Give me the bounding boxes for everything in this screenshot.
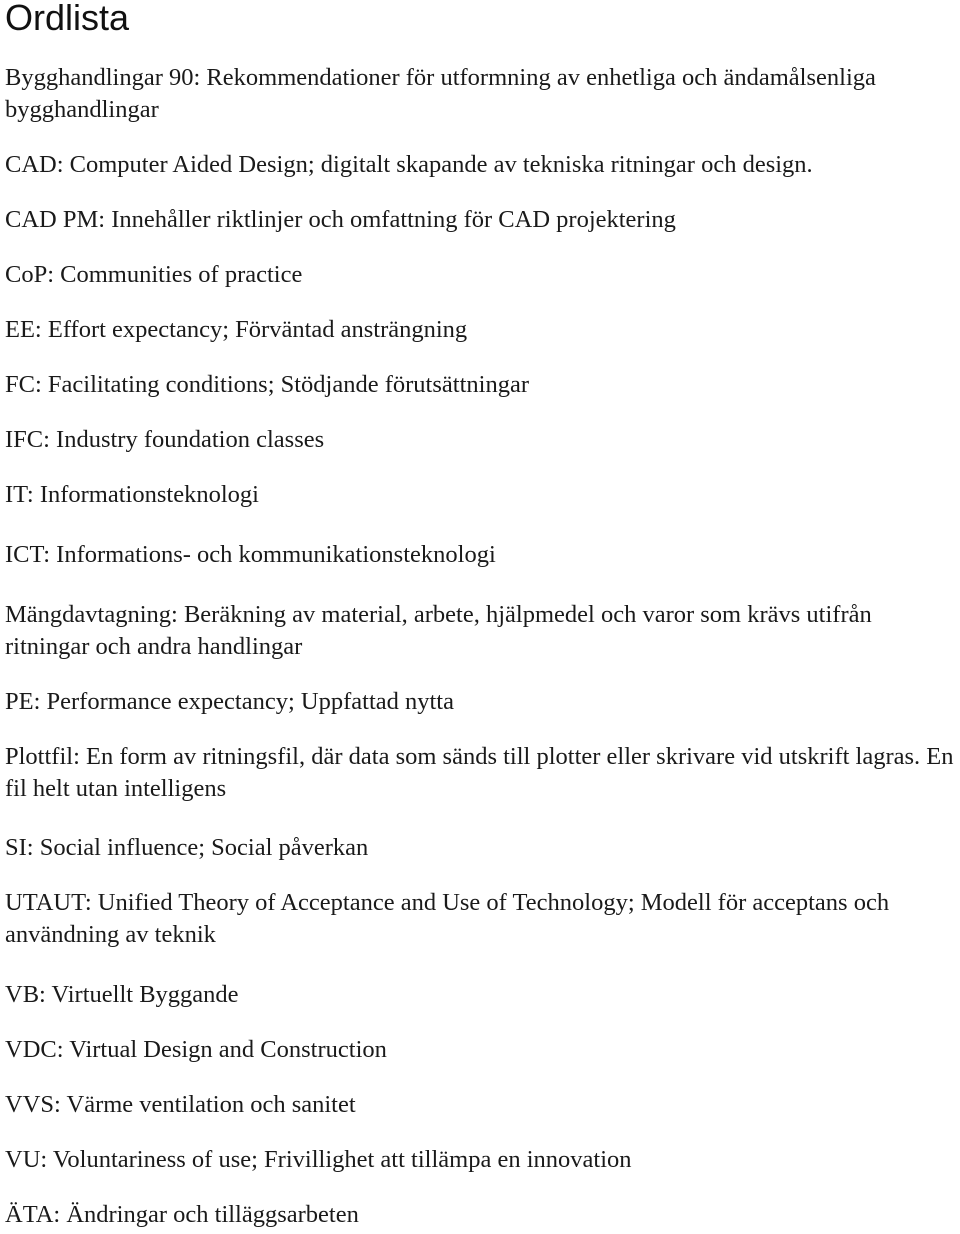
glossary-entry-vdc: VDC: Virtual Design and Construction <box>5 1036 387 1063</box>
glossary-entry-cop: CoP: Communities of practice <box>5 261 303 288</box>
glossary-entry-ata: ÄTA: Ändringar och tilläggsarbeten <box>5 1201 359 1228</box>
glossary-entry-vvs: VVS: Värme ventilation och sanitet <box>5 1091 356 1118</box>
glossary-entry-cad: CAD: Computer Aided Design; digitalt skapande av tekniska ritningar och design. <box>5 151 813 178</box>
glossary-entry-ifc: IFC: Industry foundation classes <box>5 426 325 453</box>
glossary-entry-bygghandlingar: Bygghandlingar 90: Rekommendationer för utformning av enhetliga och ändamålsenliga bygghandlingar <box>5 64 876 123</box>
glossary-entry-ee: EE: Effort expectancy; Förväntad ansträngning <box>5 316 468 343</box>
glossary-entry-vu: VU: Voluntariness of use; Frivillighet att tillämpa en innovation <box>5 1146 632 1173</box>
glossary-entry-pe: PE: Performance expectancy; Uppfattad nytta <box>5 688 454 715</box>
glossary-entry-it: IT: Informationsteknologi <box>5 481 259 508</box>
glossary-entry-ict: ICT: Informations- och kommunikationsteknologi <box>5 541 496 568</box>
glossary-entry-si: SI: Social influence; Social påverkan <box>5 834 369 861</box>
glossary-entry-plottfil: Plottfil: En form av ritningsfil, där data som sänds till plotter eller skrivare vid utskrift lagras. En fil helt utan intelligens <box>5 743 954 802</box>
glossary-entry-mangdavtagning: Mängdavtagning: Beräkning av material, arbete, hjälpmedel och varor som krävs utifrån ritningar och andra handlingar <box>5 601 872 660</box>
page-title: Ordlista <box>5 0 130 38</box>
glossary-entry-utaut: UTAUT: Unified Theory of Acceptance and Use of Technology; Modell för acceptans och användning av teknik <box>5 889 890 948</box>
glossary-entry-vb: VB: Virtuellt Byggande <box>5 981 239 1008</box>
glossary-entry-cad-pm: CAD PM: Innehåller riktlinjer och omfattning för CAD projektering <box>5 206 676 233</box>
glossary-entry-fc: FC: Facilitating conditions; Stödjande förutsättningar <box>5 371 529 398</box>
